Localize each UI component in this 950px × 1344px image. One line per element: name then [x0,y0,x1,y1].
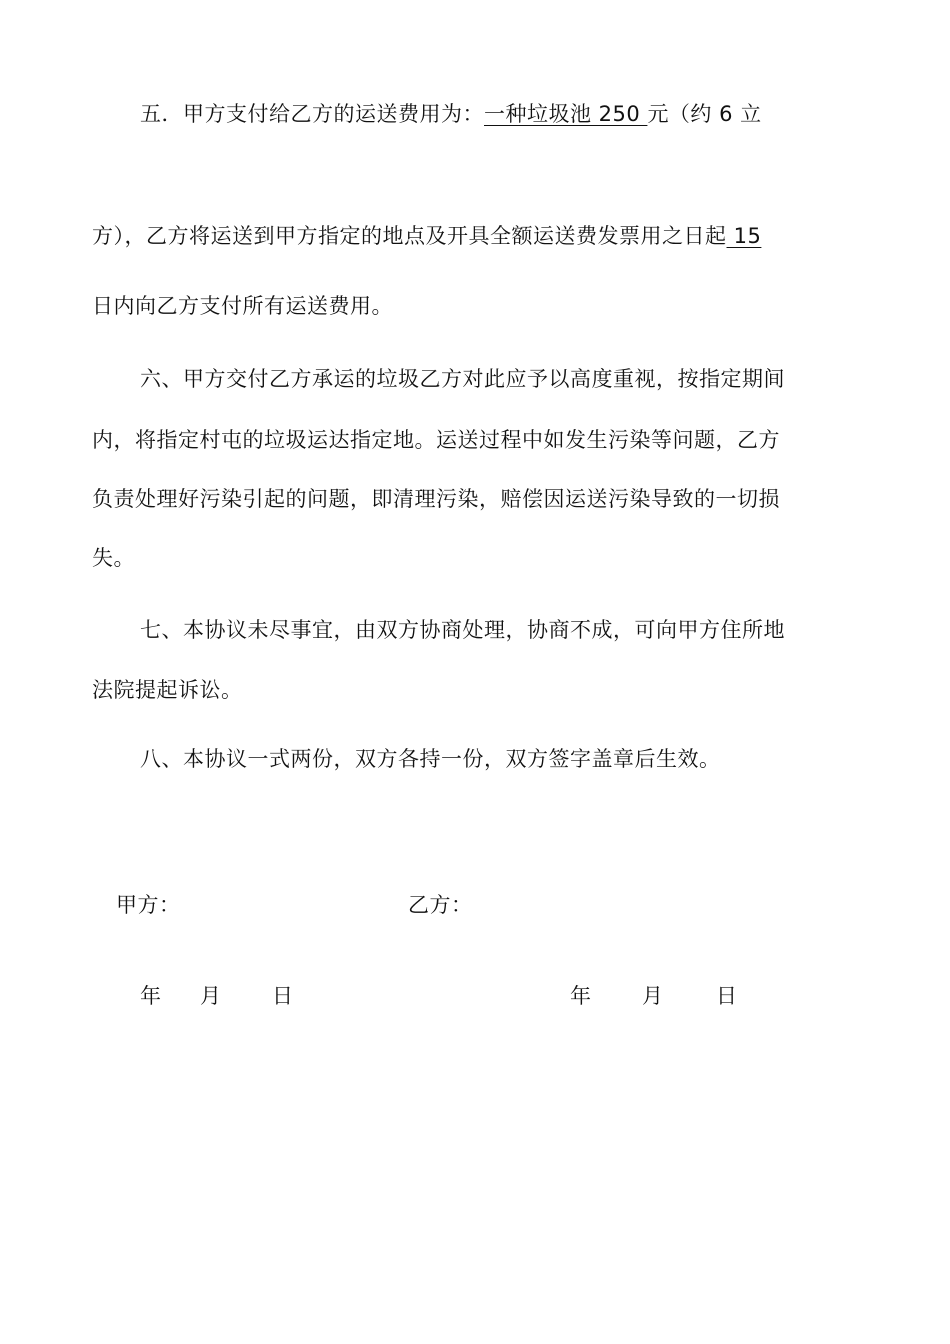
section-seven-line-1: 七、本协议未尽事宜，由双方协商处理，协商不成，可向甲方住所地 [140,618,785,642]
section-eight-line-1: 八、本协议一式两份，双方各持一份，双方签字盖章后生效。 [140,747,721,771]
section-five-prefix: 五．甲方支付给乙方的运送费用为： [140,102,484,126]
party-b-month: 月 [642,984,664,1008]
party-b-day: 日 [716,984,738,1008]
party-a-month: 月 [200,984,222,1008]
section-five-suffix: 元（约 6 立 [647,102,762,126]
section-six-line-3: 负责处理好污染引起的问题，即清理污染，赔偿因运送污染导致的一切损 [92,487,780,511]
section-five-line-2 [92,222,761,250]
section-seven-line-2: 法院提起诉讼。 [92,678,243,702]
section-five-days-underlined: 15 [726,224,762,248]
section-six-line-2: 内，将指定村屯的垃圾运达指定地。运送过程中如发生污染等问题，乙方 [92,428,780,452]
party-a-label: 甲方： [116,893,181,917]
section-five-line-1 [140,100,762,128]
section-six-line-4: 失。 [92,546,135,570]
party-a-day: 日 [272,984,294,1008]
section-six-line-1: 六、甲方交付乙方承运的垃圾乙方对此应予以高度重视，按指定期间 [140,367,785,391]
party-b-label: 乙方： [408,893,473,917]
party-a-year: 年 [140,984,162,1008]
section-five-fee-underlined: 一种垃圾池 250 [484,102,648,126]
section-five-line-3: 日内向乙方支付所有运送费用。 [92,294,393,318]
section-five-line-2-text: 方），乙方将运送到甲方指定的地点及开具全额运送费发票用之日起 [92,224,727,248]
party-b-year: 年 [570,984,592,1008]
